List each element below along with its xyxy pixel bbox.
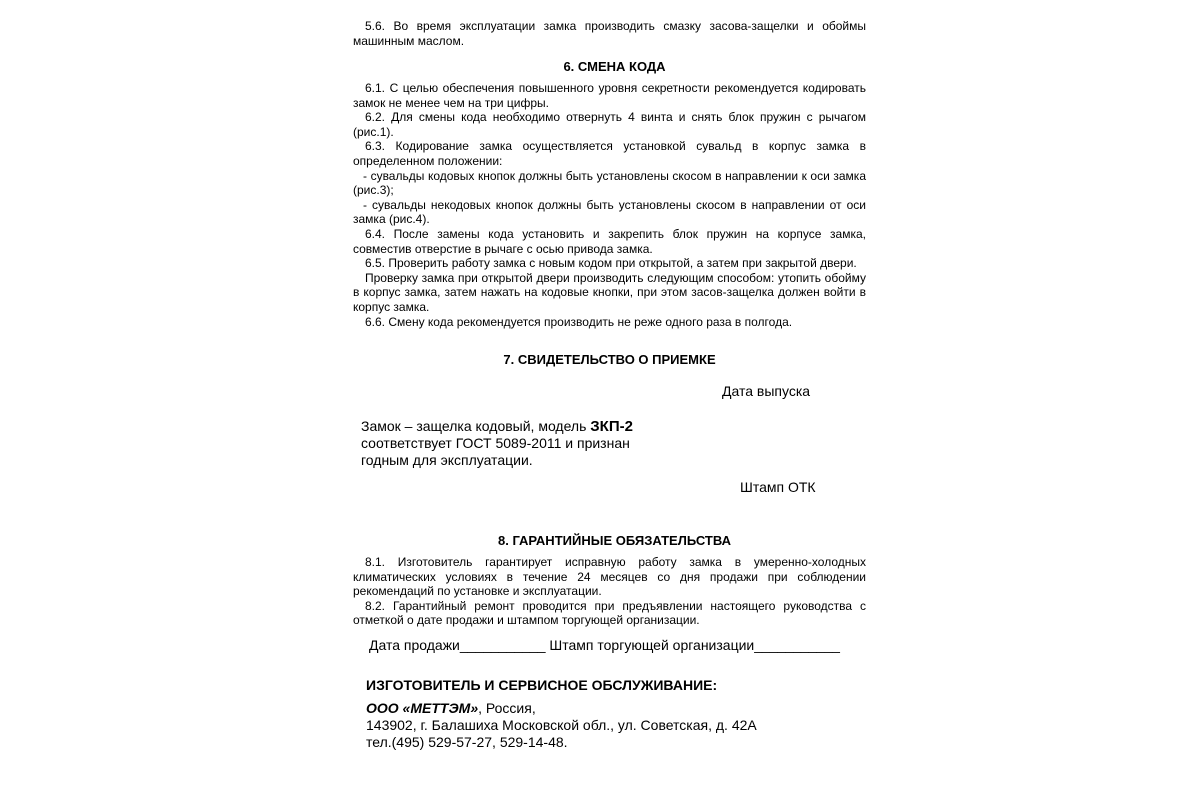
paragraph-6-2: 6.2. Для смены кода необходимо отвернуть 4 винта и снять блок пружин с рычагом (рис.1). (353, 110, 866, 139)
company-address: 143902, г. Балашиха Московской обл., ул. Советская, д. 42А (366, 717, 757, 733)
section-6 (353, 59, 866, 329)
section-6-title: 6. СМЕНА КОДА (563, 59, 666, 74)
paragraph-5-6: 5.6. Во время эксплуатации замка производить смазку засова-защелки и обоймы машинным маслом. (353, 19, 866, 48)
certificate-line-3: годным для эксплуатации. (361, 452, 533, 468)
paragraph-6-4: 6.4. После замены кода установить и закрепить блок пружин на корпусе замка, совместив отверстие в рычаге с осью привода замка. (353, 226, 866, 256)
manufacturer-block (366, 700, 757, 751)
paragraph-6-5-check: Проверку замка при открытой двери производить следующим способом: утопить обойму в корпус замка, затем нажать на кодовые кнопки, при этом засов-защелка должен войти в корпус замка. (353, 270, 866, 314)
paragraph-8-1: 8.1. Изготовитель гарантирует исправную работу замка в умеренно-холодных климатических условиях в течение 24 месяцев со дня продажи при соблюдении рекомендаций по установке и эксплуатации. (353, 555, 866, 599)
certificate-line-2: соответствует ГОСТ 5089-2011 и признан (361, 435, 630, 451)
model-name: ЗКП-2 (590, 418, 633, 435)
manufacturer-company-line (366, 700, 757, 717)
paragraph-6-3-item-2: - сувальды некодовых кнопок должны быть установлены скосом в направлении от оси замка (рис.4). (353, 197, 866, 227)
section-7-title: 7. СВИДЕТЕЛЬСТВО О ПРИЕМКЕ (503, 352, 716, 367)
company-country: , Россия, (478, 700, 536, 716)
company-phone: тел.(495) 529-57-27, 529-14-48. (366, 734, 568, 750)
paragraph-6-6: 6.6. Смену кода рекомендуется производить не реже одного раза в полгода. (365, 314, 793, 329)
section-8 (353, 533, 866, 628)
paragraph-8-2: 8.2. Гарантийный ремонт проводится при предъявлении настоящего руководства с отметкой о дате продажи и штампом торгующей организации. (353, 598, 866, 628)
company-name: ООО «МЕТТЭМ» (366, 700, 479, 716)
acceptance-certificate (361, 418, 633, 469)
sale-date-line: Дата продажи___________ Штамп торгующей организации___________ (369, 637, 840, 653)
paragraph-6-1: 6.1. С целью обеспечения повышенного уровня секретности рекомендуется кодировать замок не менее чем на три цифры. (353, 81, 866, 110)
section-8-title: 8. ГАРАНТИЙНЫЕ ОБЯЗАТЕЛЬСТВА (498, 533, 731, 548)
certificate-prefix: Замок – защелка кодовый, модель (361, 418, 587, 434)
otk-stamp-label: Штамп ОТК (740, 479, 816, 495)
paragraph-6-3: 6.3. Кодирование замка осуществляется установкой сувальд в корпус замка в определенном положении: (353, 139, 866, 168)
document-page (353, 19, 866, 48)
paragraph-6-3-item-1: - сувальды кодовых кнопок должны быть установлены скосом в направлении к оси замка (рис.3); (353, 168, 866, 198)
paragraph-6-5: 6.5. Проверить работу замка с новым кодом при открытой, а затем при закрытой двери. (365, 256, 857, 271)
manufacturer-title: ИЗГОТОВИТЕЛЬ И СЕРВИСНОЕ ОБСЛУЖИВАНИЕ: (366, 677, 718, 693)
release-date-label: Дата выпуска (722, 383, 811, 399)
certificate-line-1 (361, 418, 633, 435)
